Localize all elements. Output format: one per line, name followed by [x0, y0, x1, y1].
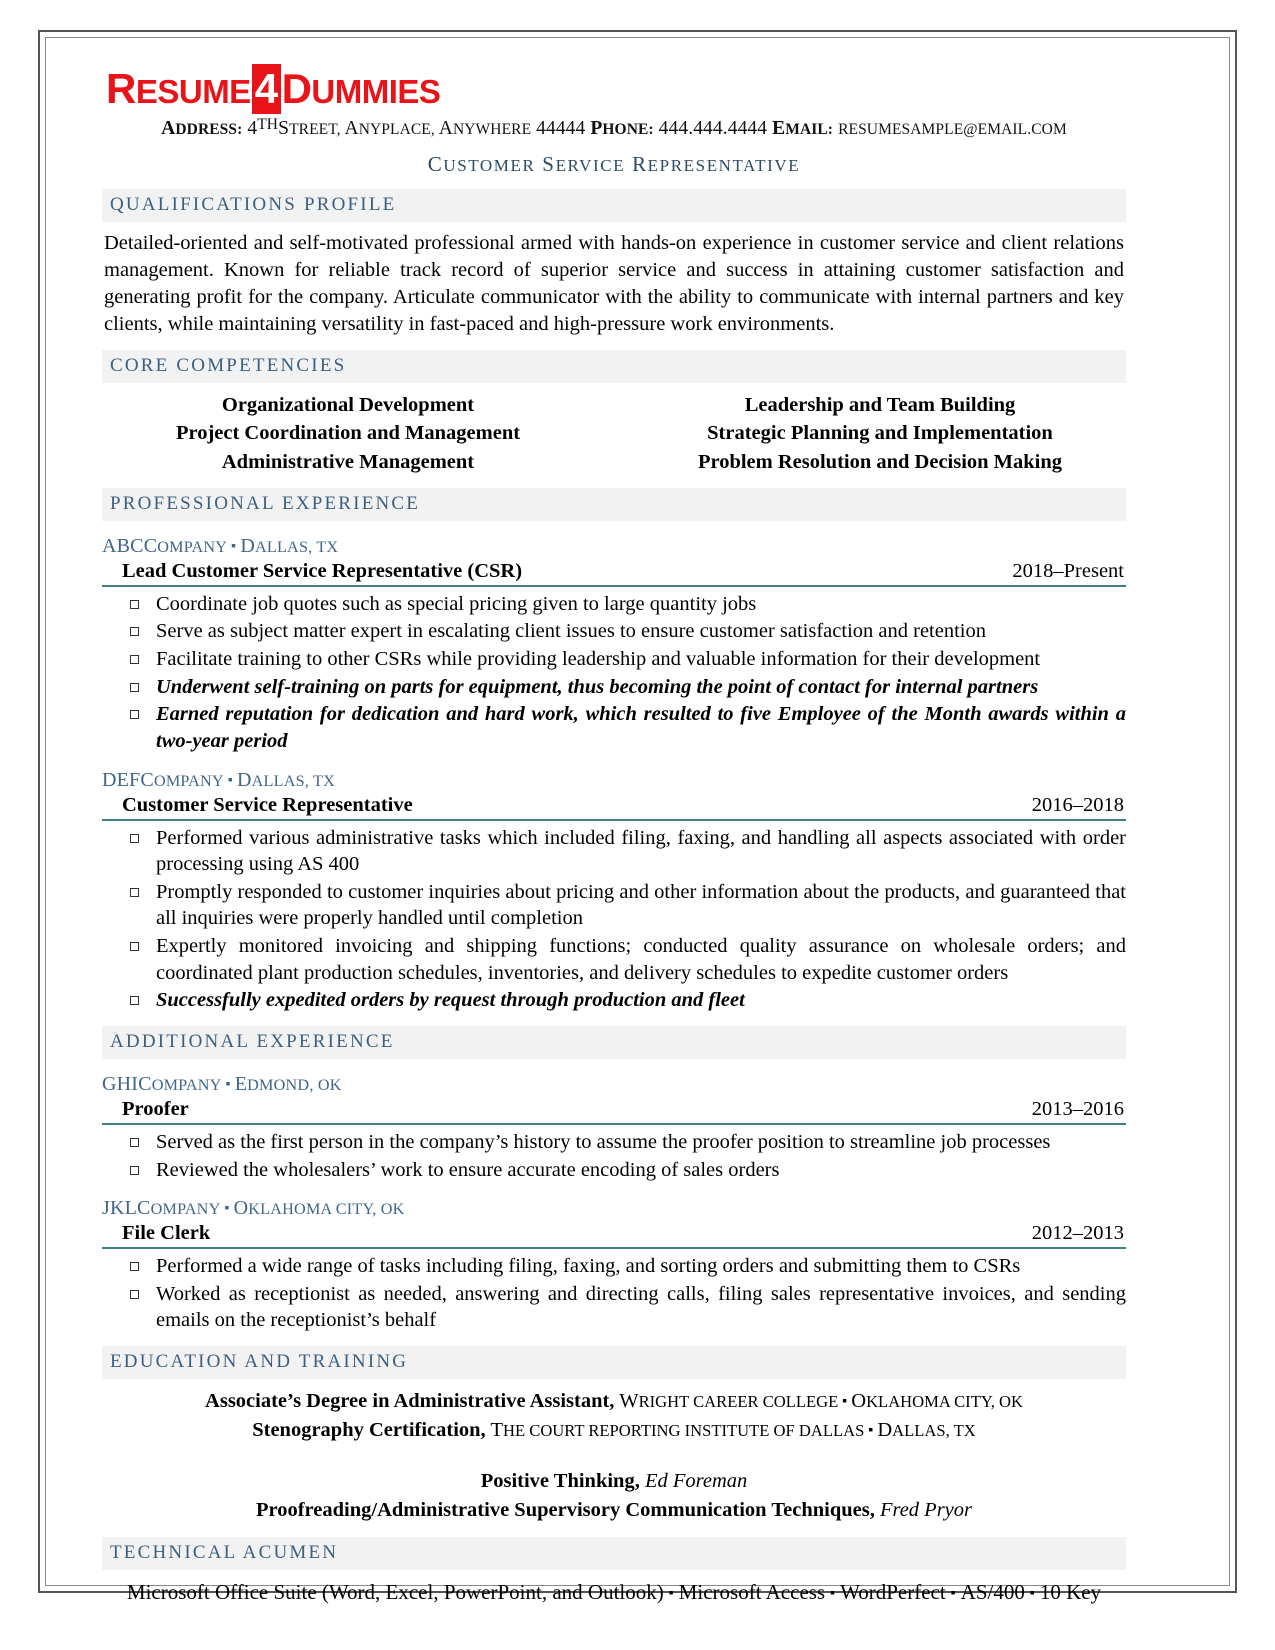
role-dates: 2016–2018 [1031, 793, 1124, 816]
bullet-text: Underwent self-training on parts for equipment, thus becoming the point of contact for internal partners [156, 675, 1039, 698]
logo-dummies-cap: D [281, 65, 312, 112]
separator-square-icon: ▪ [225, 1076, 231, 1092]
role-row [102, 1098, 1126, 1125]
role-title: Lead Customer Service Representative (CSR) [122, 559, 523, 582]
company-word-rest: OMPANY [150, 1200, 221, 1219]
company-word-rest: OMPANY [151, 1075, 222, 1094]
logo-resume-rest: ESUME [135, 73, 251, 110]
address-street-rest: TREET, [289, 121, 341, 138]
training-provider: Ed Foreman [644, 1470, 748, 1493]
company-name-cap: GHI [102, 1072, 139, 1095]
competency-item: Strategic Planning and Implementation [707, 422, 1053, 445]
technical-skill-item: WordPerfect [840, 1580, 946, 1605]
company-name-cap: DEF [102, 768, 141, 791]
square-bullet-icon [130, 600, 139, 609]
company-word-rest: OMPANY [157, 537, 228, 556]
resume-page-inner-border [45, 37, 1230, 1605]
section-heading-core-competencies: CORE COMPETENCIES [102, 350, 1126, 383]
separator-square-icon: ▪ [842, 1394, 848, 1410]
company-name-cap: ABC [102, 534, 144, 557]
bullet-text: Performed various administrative tasks which included filing, faxing, and handling all aspects associated with order processing using AS 400 [156, 826, 1126, 876]
square-bullet-icon [130, 1262, 139, 1271]
bullet-item [102, 879, 1126, 932]
section-heading-education: EDUCATION AND TRAINING [102, 1346, 1126, 1379]
section-heading-additional-experience: ADDITIONAL EXPERIENCE [102, 1026, 1126, 1059]
role-title: File Clerk [122, 1222, 211, 1245]
address-state-cap: A [438, 118, 453, 139]
bullet-item [102, 618, 1126, 645]
bullet-text: Successfully expedited orders by request through production and fleet [156, 989, 745, 1012]
competency-item: Project Coordination and Management [175, 422, 521, 445]
address-city-cap: A [344, 118, 359, 139]
core-competencies-grid [102, 391, 1126, 476]
bullet-text: Earned reputation for dedication and hard work, which resulted to five Employee of the Month awards within a two-year period [156, 703, 1126, 752]
training-name: Positive Thinking, [480, 1470, 640, 1493]
company-location-cap: D [236, 768, 252, 791]
company-line [102, 1197, 1126, 1220]
section-heading-technical-acumen: TECHNICAL ACUMEN [102, 1537, 1126, 1570]
job-title-s: S [542, 152, 556, 176]
role-row [102, 1222, 1126, 1249]
company-name-cap: JKL [102, 1197, 138, 1220]
separator-square-icon: ▪ [668, 1586, 674, 1602]
company-location-cap: E [234, 1072, 248, 1095]
square-bullet-icon [130, 942, 139, 951]
role-bullet-list [102, 825, 1126, 1014]
role-dates: 2012–2013 [1031, 1222, 1124, 1245]
company-word-rest: OMPANY [153, 771, 224, 790]
technical-skill-item: Microsoft Office Suite (Word, Excel, PowerPoint, and Outlook) [126, 1580, 664, 1605]
technical-skill-item: Microsoft Access [678, 1580, 826, 1605]
bullet-text: Worked as receptionist as needed, answering and directing calls, filing sales representative invoices, and sending emails on the receptionist’s behalf [156, 1282, 1126, 1332]
core-competencies-column-right [624, 391, 1126, 476]
competency-item: Administrative Management [221, 450, 475, 473]
bullet-item [102, 701, 1126, 754]
degree-name: Associate’s Degree in Administrative Assistant, [205, 1390, 615, 1413]
bullet-text: Promptly responded to customer inquiries about pricing and other information about the products, and guaranteed that all inquiries were properly handled until completion [156, 880, 1126, 930]
square-bullet-icon [130, 1166, 139, 1175]
separator-square-icon: ▪ [1029, 1586, 1035, 1602]
square-bullet-icon [130, 1138, 139, 1147]
training-entry [102, 1496, 1126, 1525]
job-title-c: C [427, 152, 444, 176]
education-entry [102, 1416, 1126, 1445]
brand-logo [106, 65, 1126, 112]
company-line [102, 1073, 1126, 1096]
role-title: Proofer [122, 1097, 189, 1120]
role-dates: 2018–Present [1012, 559, 1124, 582]
company-location-rest: ALLAS, TX [254, 537, 339, 556]
qualifications-paragraph: Detailed-oriented and self-motivated professional armed with hands-on experience in customer service and client relations management. Known for reliable track record of superior service and success in attaining customer satisfaction and generating profit for the company. Articulate communicator with the ability to communicate with internal partners and key clients, while maintaining versatility in fast-paced and high-pressure work environments. [104, 231, 1124, 336]
email-label-cap: E [772, 118, 786, 139]
school-name-rest: RIGHT CAREER COLLEGE [638, 1392, 839, 1412]
address-zip: 44444 [536, 118, 586, 139]
bullet-item [102, 987, 1126, 1014]
role-bullet-list [102, 1253, 1126, 1334]
section-heading-professional-experience: PROFESSIONAL EXPERIENCE [102, 488, 1126, 521]
role-title: Customer Service Representative [122, 793, 413, 816]
bullet-item [102, 1157, 1126, 1184]
school-name-cap: W [619, 1390, 639, 1413]
training-entry [102, 1467, 1126, 1496]
square-bullet-icon [130, 996, 139, 1005]
bullet-item [102, 933, 1126, 986]
school-name-rest: HE COURT REPORTING INSTITUTE OF DALLAS [502, 1421, 865, 1441]
logo-dummies-rest: UMMIES [311, 73, 441, 110]
phone-number[interactable]: 444.444.4444 [658, 118, 768, 139]
bullet-item [102, 674, 1126, 701]
company-word-c: C [140, 768, 154, 791]
bullet-text: Facilitate training to other CSRs while providing leadership and valuable information for their development [156, 647, 1041, 670]
separator-square-icon: ▪ [950, 1586, 956, 1602]
technical-skill-item: AS/400 [960, 1580, 1025, 1605]
competency-item: Leadership and Team Building [744, 393, 1016, 416]
technical-skill-item: 10 Key [1039, 1580, 1102, 1605]
core-competencies-column-left [102, 391, 624, 476]
company-location-cap: D [240, 534, 255, 557]
address-street-number: 4 [247, 118, 258, 139]
school-location-rest: KLAHOMA CITY, OK [866, 1392, 1023, 1412]
bullet-text: Expertly monitored invoicing and shipping functions; conducted quality assurance on wholesale orders; and coordinated plant production schedules, inventories, and delivery schedules to expedite customer orders [156, 935, 1126, 984]
company-location-rest: DMOND, OK [247, 1075, 342, 1094]
company-word-c: C [137, 1197, 151, 1220]
email-label-rest: MAIL: [785, 121, 834, 138]
role-bullet-list [102, 1129, 1126, 1183]
square-bullet-icon [130, 1290, 139, 1299]
square-bullet-icon [130, 710, 139, 719]
job-title-representative: EPRESENTATIVE [647, 156, 801, 175]
separator-square-icon: ▪ [231, 538, 237, 554]
square-bullet-icon [130, 834, 139, 843]
role-row [102, 794, 1126, 821]
separator-square-icon: ▪ [868, 1423, 874, 1439]
resume-job-title [102, 152, 1126, 177]
square-bullet-icon [130, 627, 139, 636]
phone-label-cap: P [590, 118, 603, 139]
job-title-r: R [632, 152, 648, 176]
school-location-cap: D [877, 1419, 893, 1442]
company-line [102, 769, 1126, 792]
separator-square-icon: ▪ [830, 1586, 836, 1602]
company-word-c: C [138, 1072, 152, 1095]
education-spacer [102, 1445, 1126, 1467]
training-name: Proofreading/Administrative Supervisory Communication Techniques, [255, 1499, 875, 1522]
bullet-text: Served as the first person in the company’s history to assume the proofer position to streamline job processes [156, 1130, 1051, 1153]
bullet-text: Performed a wide range of tasks including filing, faxing, and sorting orders and submitting them to CSRs [156, 1255, 1021, 1278]
bullet-item [102, 1281, 1126, 1334]
competency-item: Organizational Development [221, 393, 475, 416]
technical-skills-line [102, 1580, 1126, 1605]
company-line [102, 535, 1126, 558]
separator-square-icon: ▪ [227, 772, 233, 788]
school-location-cap: O [851, 1390, 867, 1413]
company-location-rest: ALLAS, TX [251, 771, 335, 790]
bullet-item [102, 825, 1126, 878]
separator-square-icon: ▪ [224, 1201, 230, 1217]
square-bullet-icon [130, 655, 139, 664]
education-entry [102, 1387, 1126, 1416]
logo-four-badge: 4 [252, 64, 281, 114]
role-bullet-list [102, 591, 1126, 755]
bullet-text: Coordinate job quotes such as special pricing given to large quantity jobs [156, 592, 757, 615]
address-label-cap: A [161, 118, 176, 139]
bullet-item [102, 591, 1126, 618]
address-city-rest: NYPLACE, [358, 121, 435, 138]
company-location-rest: KLAHOMA CITY, OK [248, 1200, 405, 1219]
job-title-customer: USTOMER [443, 156, 536, 175]
address-state-rest: NYWHERE [452, 121, 532, 138]
resume-content [102, 65, 1126, 1605]
training-provider: Fred Pryor [879, 1499, 972, 1522]
degree-name: Stenography Certification, [252, 1419, 486, 1442]
bullet-item [102, 646, 1126, 673]
company-location-cap: O [233, 1197, 249, 1220]
bullet-text: Serve as subject matter expert in escalating client issues to ensure customer satisfaction and retention [156, 620, 986, 643]
square-bullet-icon [130, 683, 139, 692]
bullet-item [102, 1129, 1126, 1156]
role-dates: 2013–2016 [1031, 1097, 1124, 1120]
logo-resume-cap: R [106, 65, 136, 112]
address-label-rest: DDRESS: [175, 121, 243, 138]
bullet-item [102, 1253, 1126, 1280]
school-name-cap: T [490, 1419, 503, 1442]
competency-item: Problem Resolution and Decision Making [697, 450, 1063, 473]
contact-info-line [102, 116, 1126, 140]
address-street-ordinal: TH [257, 116, 279, 133]
company-word-c: C [143, 534, 158, 557]
role-row [102, 560, 1126, 587]
resume-page-outer-border [38, 30, 1237, 1605]
email-address[interactable]: RESUMESAMPLE@EMAIL.COM [838, 121, 1067, 138]
school-location-rest: ALLAS, TX [892, 1421, 976, 1441]
section-heading-qualifications: QUALIFICATIONS PROFILE [102, 189, 1126, 222]
phone-label-rest: HONE: [602, 121, 654, 138]
square-bullet-icon [130, 888, 139, 897]
bullet-text: Reviewed the wholesalers’ work to ensure accurate encoding of sales orders [156, 1158, 780, 1181]
address-street-cap: S [278, 118, 290, 139]
job-title-service: ERVICE [555, 156, 626, 175]
